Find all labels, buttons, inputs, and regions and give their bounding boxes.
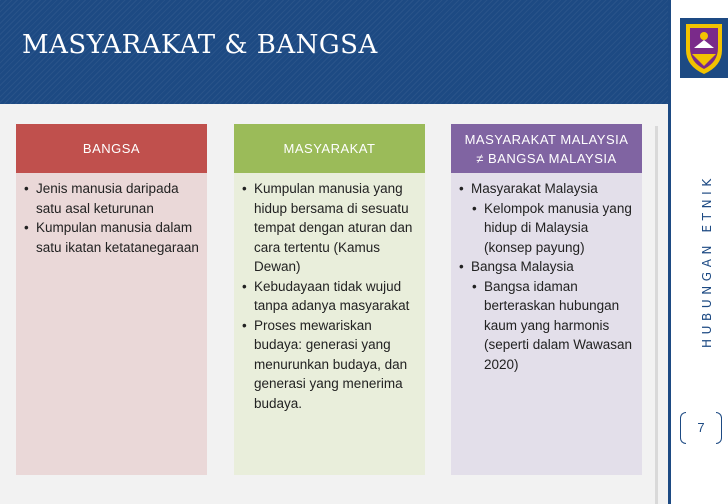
bullet-item: • Kebudayaan tidak wujud tanpa adanya masyarakat	[242, 277, 417, 316]
bullet-item: • Kumpulan manusia dalam satu ikatan ketatanegaraan	[24, 218, 199, 257]
column-body	[16, 173, 207, 475]
bullet-item: • Kumpulan manusia yang hidup bersama di sesuatu tempat dengan aturan dan cara tertentu (Kamus Dewan)	[242, 179, 417, 277]
column-header-line: MASYARAKAT	[283, 141, 376, 156]
sub-bullet-item: • Kelompok manusia yang hidup di Malaysia (konsep payung)	[459, 199, 634, 258]
slide-title: MASYARAKAT & BANGSA	[22, 30, 378, 60]
bullet-item: • Proses mewariskan budaya: generasi yang menurunkan budaya, dan generasi yang menerima budaya.	[242, 316, 417, 414]
column-header	[16, 124, 207, 173]
column-body	[451, 173, 642, 475]
bullet-item: • Masyarakat Malaysia	[459, 179, 634, 199]
bullet-item: • Jenis manusia daripada satu asal keturunan	[24, 179, 199, 218]
column-masyarakat	[234, 124, 425, 475]
university-crest-icon	[680, 18, 728, 78]
sub-bullet-item: • Bangsa idaman berteraskan hubungan kaum yang harmonis (seperti dalam Wawasan 2020)	[459, 277, 634, 375]
column-header-line: MASYARAKAT MALAYSIA	[464, 131, 629, 147]
column-header	[451, 124, 642, 173]
column-body	[234, 173, 425, 475]
title-banner	[0, 0, 668, 104]
column-header-line: BANGSA	[82, 141, 141, 156]
page-number: 7	[697, 420, 705, 435]
bullet-item: • Bangsa Malaysia	[459, 257, 634, 277]
column-bangsa	[16, 124, 207, 475]
column-masyarakat-malaysia	[451, 124, 642, 475]
side-label: HUBUNGAN ETNIK	[700, 174, 714, 348]
right-divider	[668, 0, 671, 504]
column-header-line: ≠ BANGSA MALAYSIA	[476, 150, 617, 166]
column-header	[234, 124, 425, 173]
content-edge-divider	[655, 126, 658, 504]
